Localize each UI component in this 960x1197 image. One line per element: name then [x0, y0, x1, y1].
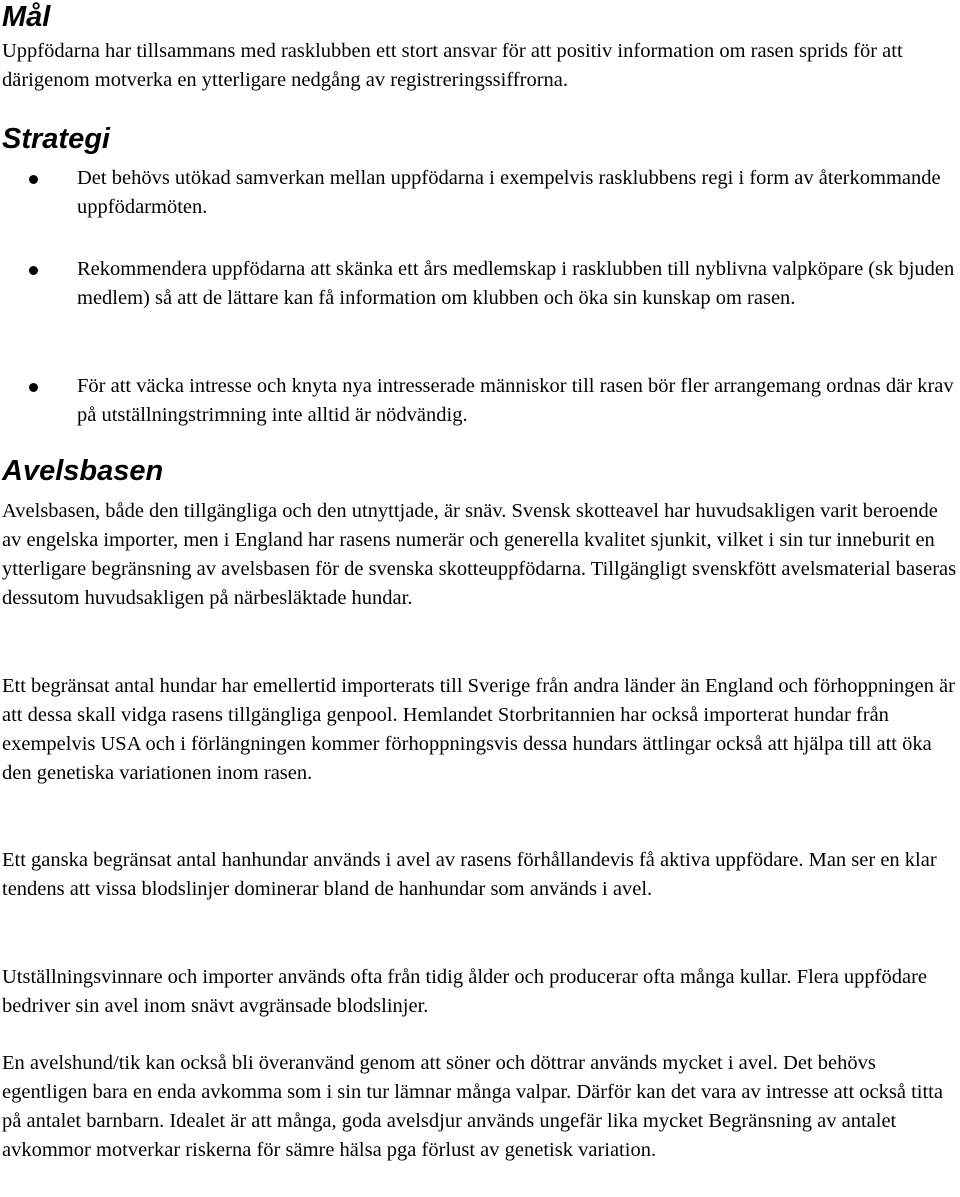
bullet-icon [29, 175, 38, 184]
paragraph-avelsbasen-3: Ett ganska begränsat antal hanhundar används i avel av rasens förhållandevis få aktiva uppfödare. Man ser en klar tendens att vissa blodslinjer dominerar bland de hanhundar som används i avel. [2, 849, 937, 900]
bullet-text: För att väcka intresse och knyta nya intresserade människor till rasen bör fler arrangemang ordnas där krav på utställningstrimning inte alltid är nödvändig. [77, 375, 954, 426]
paragraph-avelsbasen-1: Avelsbasen, både den tillgängliga och den utnyttjade, är snäv. Svensk skotteavel har huvudsakligen varit beroende av engelska importer, men i England har rasens numerär och generella kvalitet sjunkit, vilket i sin tur inneburit en ytterligare begränsning av avelsbasen för de svenska skotteuppfödarna. Tillgängligt svenskfött avelsmaterial baseras dessutom huvudsakligen på närbesläktade hundar. [2, 500, 957, 609]
heading-strategi: Strategi [2, 123, 110, 155]
bullet-icon [29, 383, 38, 392]
heading-mal: Mål [2, 1, 51, 33]
paragraph-mal: Uppfödarna har tillsammans med rasklubben ett stort ansvar för att positiv information om rasen sprids för att därigenom motverka en ytterligare nedgång av registreringssiffrorna. [2, 40, 903, 91]
bullet-text: Det behövs utökad samverkan mellan uppfödarna i exempelvis rasklubbens regi i form av återkommande uppfödarmöten. [77, 167, 941, 218]
bullet-icon [29, 266, 38, 275]
paragraph-avelsbasen-5: En avelshund/tik kan också bli överanvänd genom att söner och döttrar används mycket i avel. Det behövs egentligen bara en enda avkomma som i sin tur lämnar många valpar. Därför kan det vara av intresse att också titta på antalet barnbarn. Idealet är att många, goda avelsdjur används ungefär lika mycket Begränsning av antalet avkommor motverkar riskerna för sämre hälsa pga förlust av genetisk variation. [2, 1052, 943, 1161]
heading-avelsbasen: Avelsbasen [2, 455, 164, 487]
paragraph-avelsbasen-2: Ett begränsat antal hundar har emellertid importerats till Sverige från andra länder än England och förhoppningen är att dessa skall vidga rasens tillgängliga genpool. Hemlandet Storbritannien har också importerat hundar från exempelvis USA och i förlängningen kommer förhoppningsvis dessa hundars ättlingar också att hjälpa till att öka den genetiska variationen inom rasen. [2, 675, 955, 784]
paragraph-avelsbasen-4: Utställningsvinnare och importer används ofta från tidig ålder och producerar ofta många kullar. Flera uppfödare bedriver sin avel inom snävt avgränsade blodslinjer. [2, 966, 928, 1017]
bullet-text: Rekommendera uppfödarna att skänka ett års medlemskap i rasklubben till nyblivna valpköpare (sk bjuden medlem) så att de lättare kan få information om klubben och öka sin kunskap om rasen. [77, 258, 955, 309]
